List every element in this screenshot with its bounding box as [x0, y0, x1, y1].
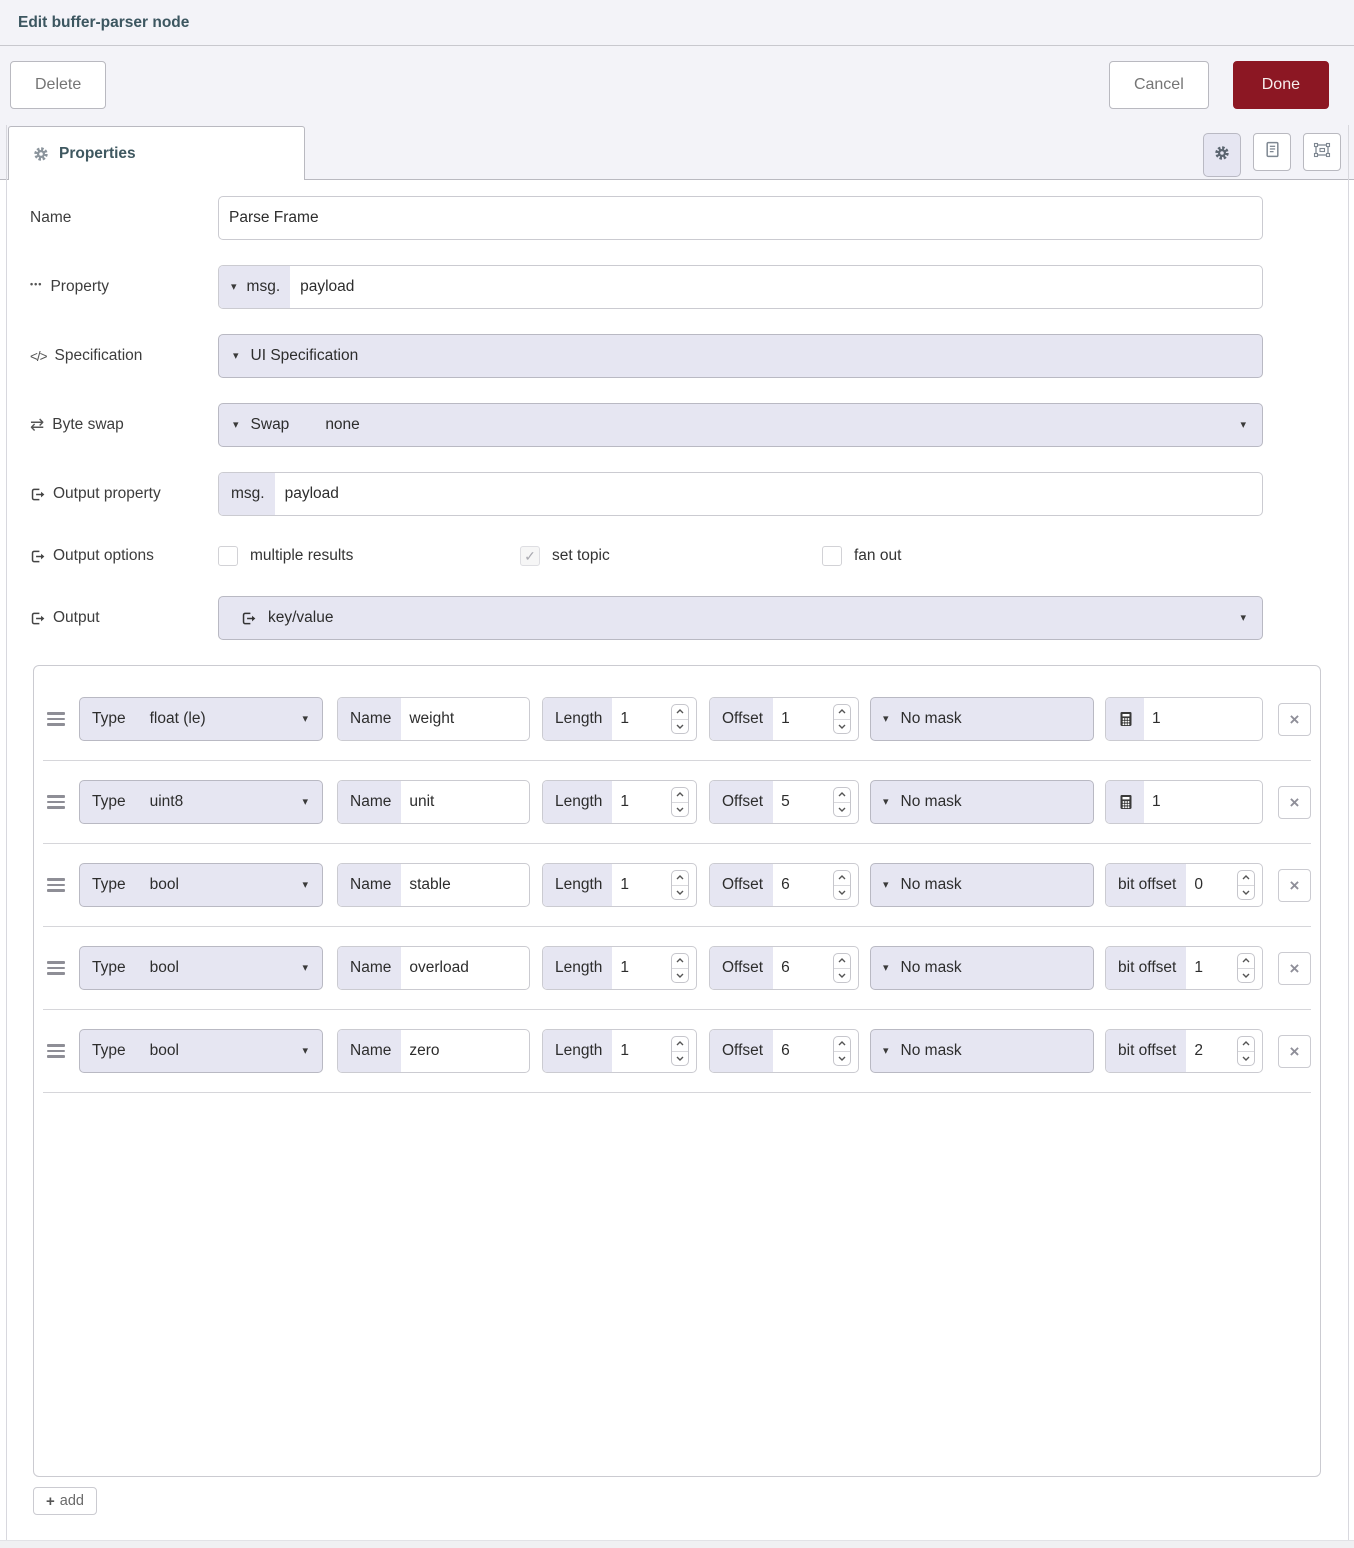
- name-input[interactable]: [219, 197, 1262, 239]
- stepper[interactable]: [833, 870, 851, 900]
- drag-handle-icon[interactable]: [47, 878, 67, 892]
- form-row-specification: [30, 334, 1354, 378]
- done-button[interactable]: Done: [1233, 61, 1329, 109]
- scale-field: [1105, 697, 1263, 741]
- offset-field: Offset 5: [709, 780, 859, 824]
- rule-name-input[interactable]: [401, 698, 529, 740]
- node-description-button[interactable]: [1253, 133, 1291, 171]
- edit-properties-button[interactable]: [1203, 133, 1241, 177]
- offset-input[interactable]: [773, 781, 833, 823]
- output-property-type-chip[interactable]: [219, 473, 275, 515]
- multiple-results-checkbox[interactable]: [218, 546, 238, 566]
- stepper[interactable]: [833, 1036, 851, 1066]
- rule-row-4: [43, 927, 1311, 1010]
- length-input[interactable]: [612, 864, 671, 906]
- offset-input[interactable]: [773, 947, 833, 989]
- form-row-property: [30, 265, 1354, 309]
- bit-offset-field: bit offset 0: [1105, 863, 1263, 907]
- multiple-results-option: [218, 546, 520, 566]
- stepper[interactable]: [1237, 1036, 1255, 1066]
- scale-input[interactable]: [1144, 781, 1262, 823]
- output-property-input[interactable]: [275, 473, 1262, 515]
- sign-out-icon: [30, 549, 45, 564]
- stepper[interactable]: [833, 704, 851, 734]
- property-type-chip[interactable]: [219, 266, 290, 308]
- property-input[interactable]: [290, 266, 1262, 308]
- calculator-icon: [1106, 781, 1144, 823]
- rules-list: [33, 665, 1321, 1477]
- stepper[interactable]: [671, 953, 689, 983]
- rule-name-field: Name zero: [337, 1029, 530, 1073]
- bit-offset-input[interactable]: [1186, 947, 1237, 989]
- length-input[interactable]: [612, 698, 671, 740]
- drag-handle-icon[interactable]: [47, 1044, 67, 1058]
- stepper[interactable]: [671, 1036, 689, 1066]
- length-input[interactable]: [612, 947, 671, 989]
- length-input[interactable]: [612, 781, 671, 823]
- name-label: Name: [30, 209, 72, 226]
- chevron-down-icon: ▾: [302, 1044, 308, 1057]
- chevron-down-icon: ▾: [231, 280, 237, 293]
- chevron-down-icon: ▾: [1240, 611, 1246, 624]
- fan-out-option: [822, 546, 1124, 566]
- property-field: [218, 265, 1263, 309]
- multiple-results-label: multiple results: [250, 547, 354, 564]
- node-appearance-button[interactable]: [1303, 133, 1341, 171]
- type-value: bool: [149, 959, 179, 976]
- drag-handle-icon[interactable]: [47, 961, 67, 975]
- offset-input[interactable]: [773, 864, 833, 906]
- form-row-name: [30, 196, 1354, 240]
- type-select[interactable]: Type bool ▾: [79, 1029, 323, 1073]
- byte-swap-value: none: [325, 416, 360, 433]
- offset-input[interactable]: [773, 698, 833, 740]
- stepper[interactable]: [833, 787, 851, 817]
- form-row-output-options: [30, 544, 1354, 568]
- document-icon: [1264, 141, 1281, 163]
- form-row-output-property: [30, 472, 1354, 516]
- offset-field: Offset 6: [709, 863, 859, 907]
- calculator-icon: [1106, 698, 1144, 740]
- stepper[interactable]: [671, 704, 689, 734]
- specification-value: UI Specification: [250, 347, 359, 364]
- type-value: float (le): [149, 710, 206, 727]
- mask-select[interactable]: [870, 780, 1094, 824]
- toolbar-right: [1109, 61, 1329, 109]
- length-field: Length 1: [542, 946, 697, 990]
- chevron-down-icon: ▾: [883, 795, 889, 808]
- set-topic-option: [520, 546, 822, 566]
- scale-input[interactable]: [1144, 698, 1262, 740]
- rule-row-3: [43, 844, 1311, 927]
- offset-input[interactable]: [773, 1030, 833, 1072]
- properties-form: [0, 180, 1354, 1515]
- stepper[interactable]: [1237, 870, 1255, 900]
- set-topic-checkbox[interactable]: [520, 546, 540, 566]
- rule-name-field: Name unit: [337, 780, 530, 824]
- byte-swap-prefix: Swap: [250, 416, 290, 433]
- mask-value: No mask: [900, 959, 962, 976]
- appearance-box-icon: [1313, 141, 1331, 164]
- tab-properties-label: Properties: [59, 144, 136, 162]
- form-row-output: [30, 596, 1354, 640]
- dialog-title: Edit buffer-parser node: [18, 13, 190, 31]
- rule-name-input[interactable]: [401, 864, 529, 906]
- dialog-header: [0, 0, 1354, 46]
- type-value: uint8: [149, 793, 184, 810]
- fan-out-label: fan out: [854, 547, 902, 564]
- remove-row-button[interactable]: ×: [1278, 703, 1311, 736]
- remove-row-button[interactable]: ×: [1278, 952, 1311, 985]
- chevron-down-icon: ▾: [883, 961, 889, 974]
- property-prefix: msg.: [246, 278, 281, 295]
- type-select[interactable]: Type bool ▾: [79, 946, 323, 990]
- type-select[interactable]: Type bool ▾: [79, 863, 323, 907]
- chevron-down-icon: ▾: [883, 1044, 889, 1057]
- output-label: Output: [30, 609, 218, 627]
- drag-handle-icon[interactable]: [47, 795, 67, 809]
- form-row-byte-swap: [30, 403, 1354, 447]
- output-property-prefix: msg.: [231, 485, 265, 502]
- bit-offset-field: bit offset 1: [1105, 946, 1263, 990]
- chevron-down-icon: ▾: [883, 712, 889, 725]
- mask-select[interactable]: [870, 1029, 1094, 1073]
- cancel-button[interactable]: Cancel: [1109, 61, 1209, 109]
- ellipsis-icon: •••: [30, 279, 43, 289]
- sign-out-icon: [241, 611, 256, 626]
- type-value: bool: [149, 876, 179, 893]
- tray-left-edge: [6, 125, 7, 1540]
- offset-field: Offset 6: [709, 946, 859, 990]
- swap-arrows-icon: ⇄: [30, 415, 45, 434]
- check-icon: ✓: [524, 547, 536, 564]
- mask-value: No mask: [900, 710, 962, 727]
- rule-name-field: Name stable: [337, 863, 530, 907]
- chevron-down-icon: ▾: [302, 878, 308, 891]
- rule-name-input[interactable]: [401, 1030, 529, 1072]
- remove-row-button[interactable]: ×: [1278, 1035, 1311, 1068]
- length-input[interactable]: [612, 1030, 671, 1072]
- type-select[interactable]: Type uint8 ▾: [79, 780, 323, 824]
- length-field: Length 1: [542, 697, 697, 741]
- add-row-button[interactable]: + add: [33, 1487, 97, 1515]
- chevron-down-icon: ▾: [302, 961, 308, 974]
- specification-select[interactable]: [218, 334, 1263, 378]
- rule-row-1: [43, 678, 1311, 761]
- drag-handle-icon[interactable]: [47, 712, 67, 726]
- mask-select[interactable]: [870, 697, 1094, 741]
- length-field: Length 1: [542, 863, 697, 907]
- gear-icon: [33, 146, 49, 162]
- type-value: bool: [149, 1042, 179, 1059]
- byte-swap-select[interactable]: [218, 403, 1263, 447]
- output-options-label: Output options: [30, 547, 218, 565]
- output-value: key/value: [268, 609, 334, 626]
- set-topic-label: set topic: [552, 547, 610, 564]
- delete-button[interactable]: Delete: [10, 61, 106, 109]
- rule-name-input[interactable]: [401, 947, 529, 989]
- offset-field: Offset 6: [709, 1029, 859, 1073]
- chevron-down-icon: ▾: [302, 712, 308, 725]
- chevron-down-icon: ▾: [1240, 418, 1246, 431]
- rule-row-2: [43, 761, 1311, 844]
- mask-value: No mask: [900, 793, 962, 810]
- specification-label: </> Specification: [30, 347, 143, 364]
- remove-row-button[interactable]: ×: [1278, 869, 1311, 902]
- fan-out-checkbox[interactable]: [822, 546, 842, 566]
- sign-out-icon: [30, 487, 45, 502]
- chevron-down-icon: ▾: [233, 418, 239, 431]
- bit-offset-input[interactable]: [1186, 1030, 1237, 1072]
- output-select[interactable]: [218, 596, 1263, 640]
- output-property-label: Output property: [30, 485, 218, 503]
- length-field: Length 1: [542, 780, 697, 824]
- type-select[interactable]: Type float (le) ▾: [79, 697, 323, 741]
- plus-icon: +: [46, 1492, 55, 1510]
- stepper[interactable]: [833, 953, 851, 983]
- rule-name-field: Name overload: [337, 946, 530, 990]
- gear-icon: [1214, 145, 1230, 166]
- tab-bar: [0, 125, 1354, 180]
- tab-properties[interactable]: [8, 126, 305, 180]
- mask-value: No mask: [900, 876, 962, 893]
- offset-field: Offset 1: [709, 697, 859, 741]
- chevron-down-icon: ▾: [883, 878, 889, 891]
- chevron-down-icon: ▾: [233, 349, 239, 362]
- bit-offset-field: bit offset 2: [1105, 1029, 1263, 1073]
- tray-right-edge: [1348, 125, 1349, 1540]
- rule-name-field: Name weight: [337, 697, 530, 741]
- bit-offset-input[interactable]: [1186, 864, 1237, 906]
- stepper[interactable]: [671, 787, 689, 817]
- toolbar: [0, 46, 1354, 125]
- mask-value: No mask: [900, 1042, 962, 1059]
- mask-select[interactable]: [870, 863, 1094, 907]
- tab-icon-buttons: [1203, 133, 1341, 177]
- rule-row-5: [43, 1010, 1311, 1093]
- code-icon: </>: [30, 348, 47, 364]
- length-field: Length 1: [542, 1029, 697, 1073]
- tray-footer: [0, 1540, 1354, 1548]
- name-field: [218, 196, 1263, 240]
- remove-row-button[interactable]: ×: [1278, 786, 1311, 819]
- chevron-down-icon: ▾: [302, 795, 308, 808]
- rule-name-input[interactable]: [401, 781, 529, 823]
- scale-field: [1105, 780, 1263, 824]
- output-property-field: [218, 472, 1263, 516]
- sign-out-icon: [30, 611, 45, 626]
- stepper[interactable]: [671, 870, 689, 900]
- byte-swap-label: ⇄ Byte swap: [30, 415, 124, 434]
- property-label: ••• Property: [30, 278, 110, 295]
- mask-select[interactable]: [870, 946, 1094, 990]
- stepper[interactable]: [1237, 953, 1255, 983]
